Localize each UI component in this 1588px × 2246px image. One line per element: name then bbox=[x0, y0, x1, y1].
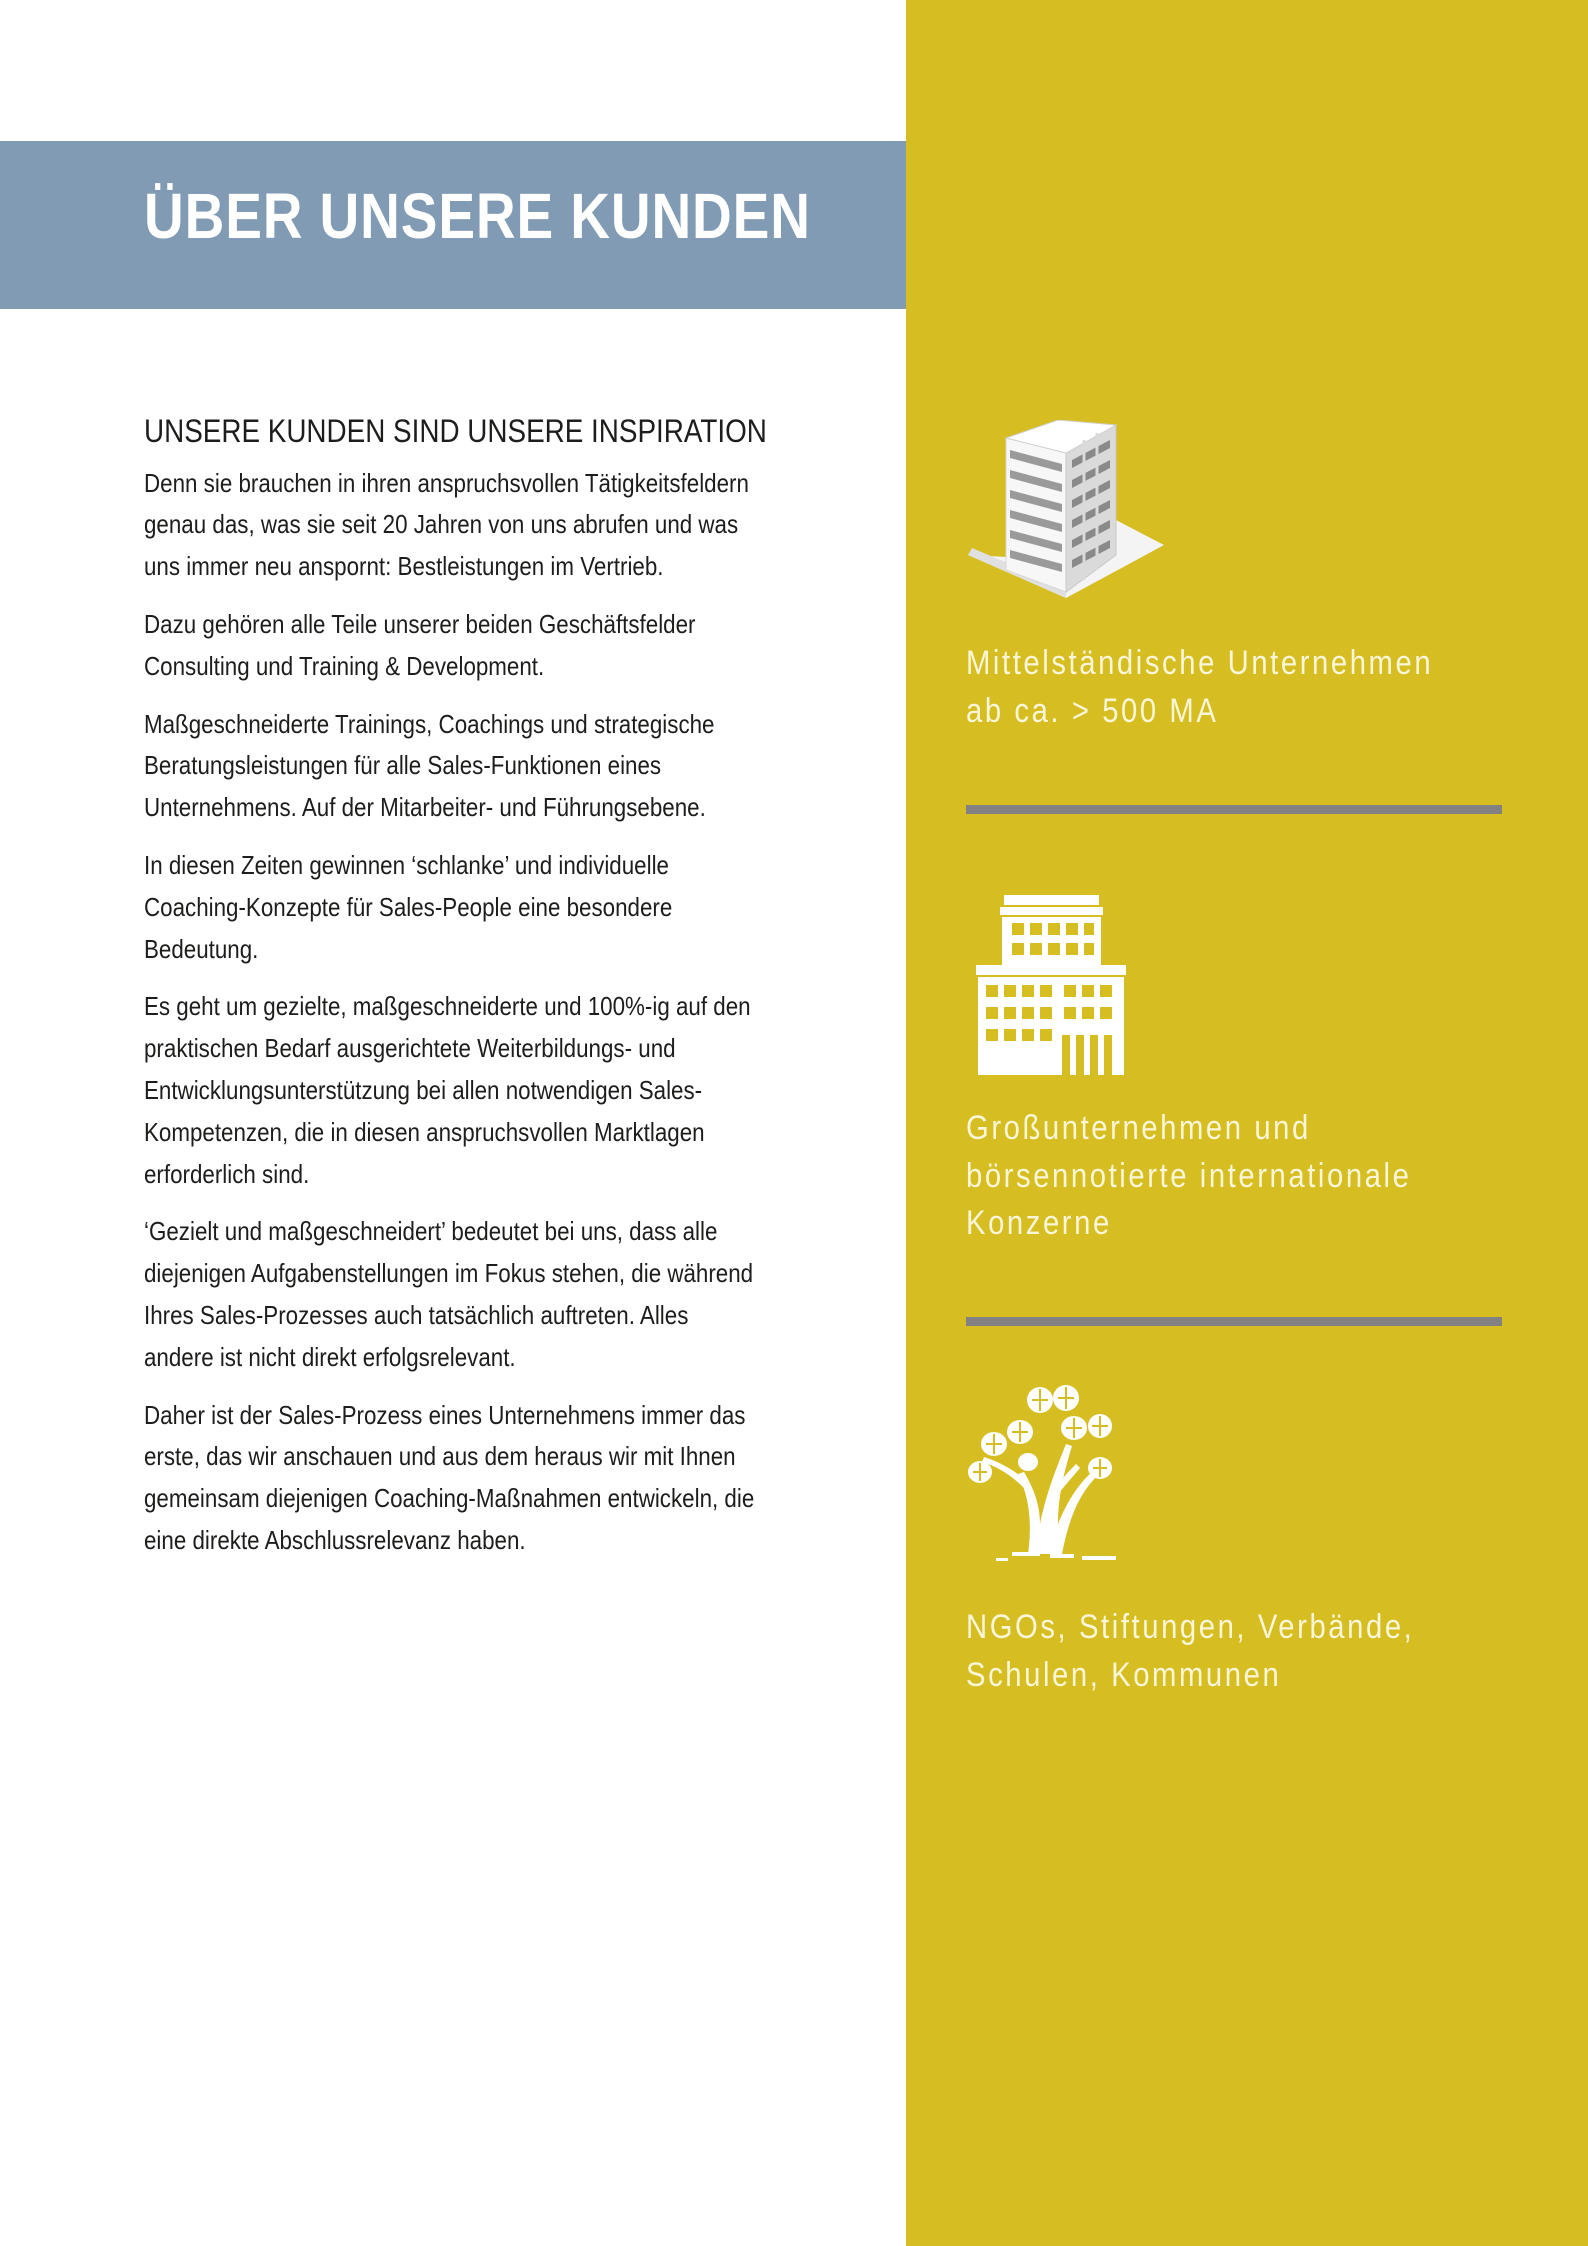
paragraph: Maßgeschneiderte Trainings, Coachings und strategische Beratungsleistungen für alle Sales-Funktionen eines Unternehmens. Auf der Mitarbeiter- und Führungsebene. bbox=[144, 708, 715, 823]
divider bbox=[966, 1317, 1502, 1326]
main-content bbox=[144, 411, 784, 1578]
segment-label: Mittelständische Unternehmen ab ca. > 500 MA bbox=[966, 644, 1434, 730]
paragraph: Daher ist der Sales-Prozess eines Unternehmens immer das erste, das wir anschauen und aus dem heraus wir mit Ihnen gemeinsam diejenigen Coaching-Maßnahmen entwickeln, die eine direkte Abschlussrelevanz haben. bbox=[144, 1399, 755, 1555]
paragraph: Denn sie brauchen in ihren anspruchsvollen Tätigkeitsfeldern genau das, was sie seit 20 Jahren von uns abrufen und was uns immer neu anspornt: Bestleistungen im Vertrieb. bbox=[144, 467, 749, 582]
office-building-3d-icon bbox=[966, 420, 1166, 605]
paragraph: Es geht um gezielte, maßgeschneiderte und 100%-ig auf den praktischen Bedarf ausgerichtete Weiterbildungs- und Entwicklungsunterstützung bei allen notwendigen Sales-Kompetenzen, die in diesen anspruchsvollen Marktlagen erforderlich sind. bbox=[144, 991, 751, 1189]
segment-label: NGOs, Stiftungen, Verbände, Schulen, Kommunen bbox=[966, 1608, 1415, 1694]
tree-icon bbox=[966, 1384, 1156, 1564]
segment-label: Großunternehmen und börsennotierte internationale Konzerne bbox=[966, 1109, 1412, 1242]
paragraph: Dazu gehören alle Teile unserer beiden Geschäftsfelder Consulting und Training & Development. bbox=[144, 608, 696, 681]
corporate-building-icon bbox=[966, 895, 1136, 1075]
segment-ngos bbox=[966, 1384, 1506, 1694]
content-subtitle: UNSERE KUNDEN SIND UNSERE INSPIRATION bbox=[144, 413, 767, 449]
segment-large-corporations bbox=[966, 895, 1506, 1242]
segment-midsize-companies bbox=[966, 420, 1506, 730]
divider bbox=[966, 805, 1502, 814]
paragraph: In diesen Zeiten gewinnen ‘schlanke’ und individuelle Coaching-Konzepte für Sales-People eine besondere Bedeutung. bbox=[144, 849, 673, 964]
page-title: ÜBER UNSERE KUNDEN bbox=[144, 180, 811, 252]
paragraph: ‘Gezielt und maßgeschneidert’ bedeutet bei uns, dass alle diejenigen Aufgabenstellungen im Fokus stehen, die während Ihres Sales-Prozesses auch tatsächlich auftreten. Alles andere ist nicht direkt erfolgsrelevant. bbox=[144, 1216, 754, 1372]
